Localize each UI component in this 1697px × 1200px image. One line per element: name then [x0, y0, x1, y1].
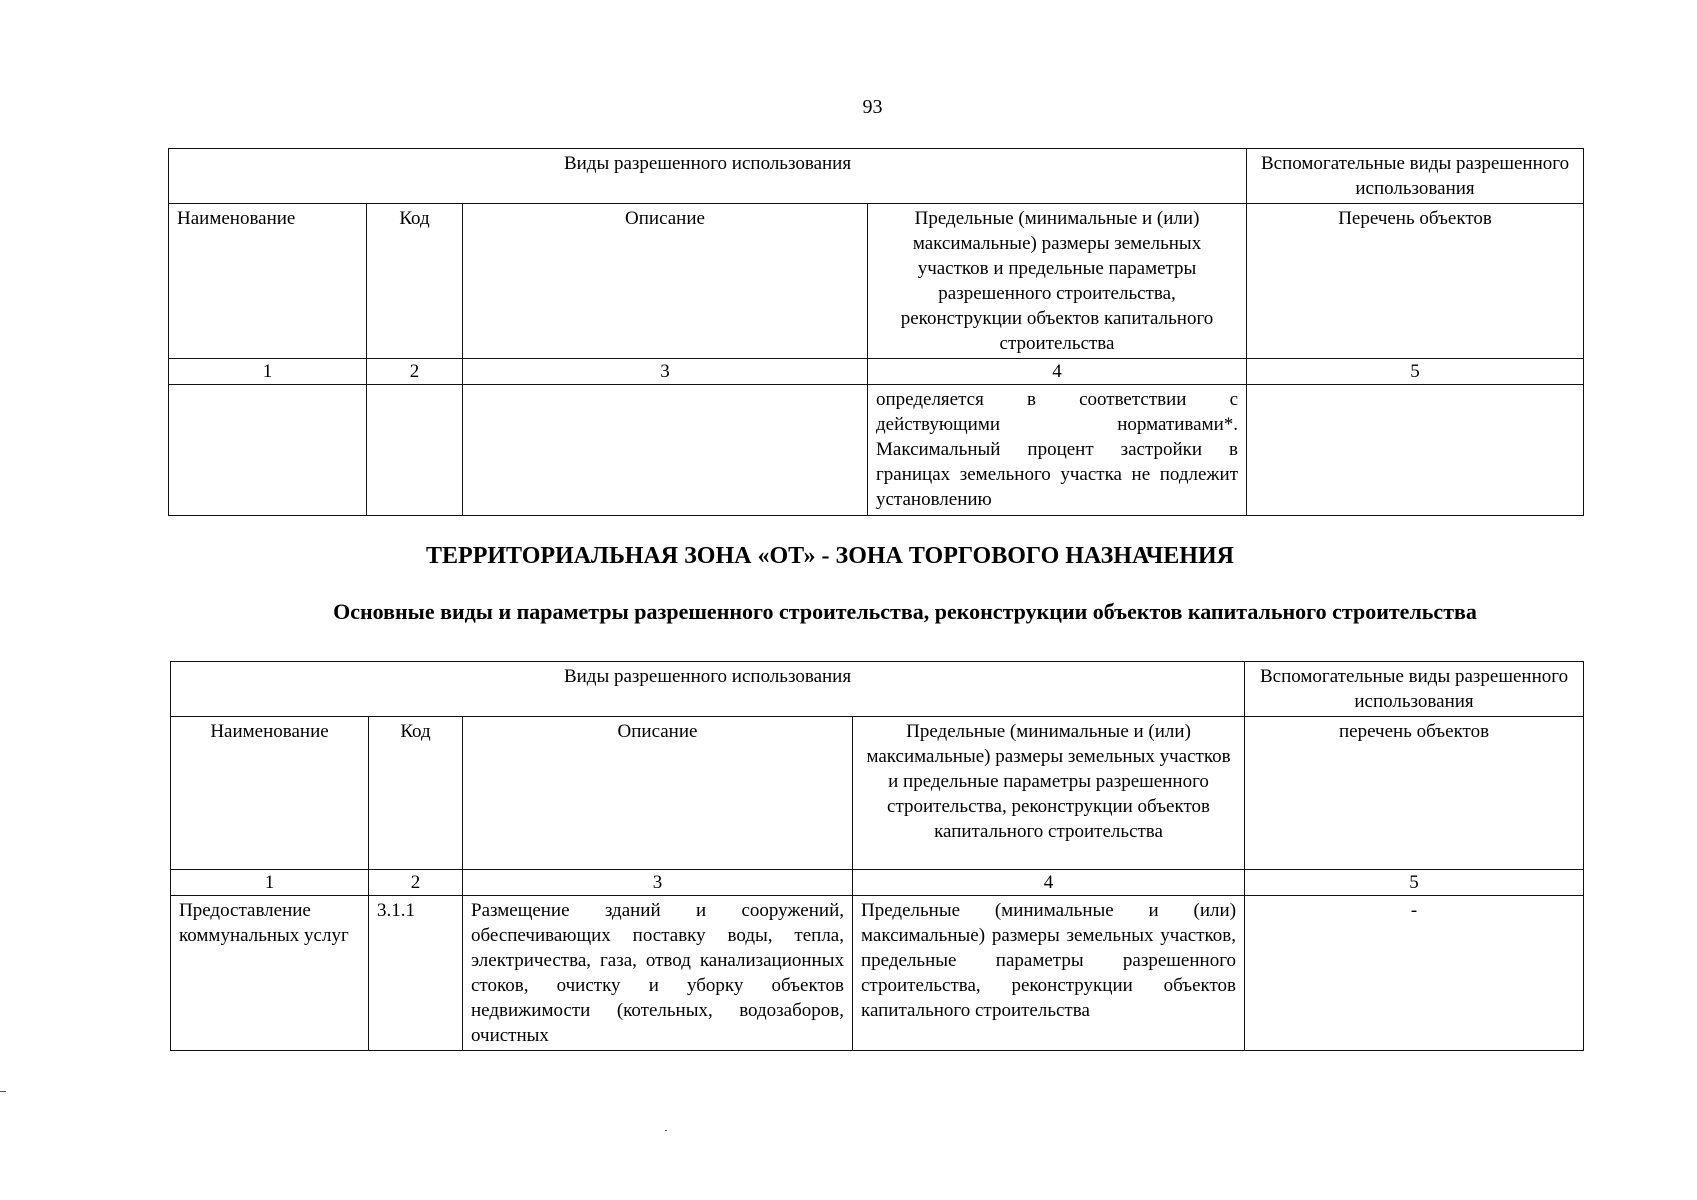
table-header-row	[169, 149, 1584, 204]
column-number-row	[171, 870, 1584, 896]
table-header-row	[171, 662, 1584, 717]
table-row	[169, 385, 1584, 516]
permitted-use-table-continued	[168, 148, 1584, 516]
column-number: 3	[463, 870, 853, 896]
column-number: 1	[169, 359, 367, 385]
row-code-cell	[367, 385, 463, 516]
row-desc-cell: Размещение зданий и сооружений, обеспечивающих поставку воды, тепла, электричества, газа, отвод канализационных стоков, очистку и уборку объектов недвижимости (котельных, водозаборов, очистных	[463, 896, 853, 1051]
scan-artifact	[0, 1091, 6, 1092]
group-header: Виды разрешенного использования	[169, 149, 1247, 204]
page-number: 93	[862, 96, 883, 118]
row-params-cell: Предельные (минимальные и (или) максимальные) размеры земельных участков, предельные параметры разрешенного строительства, реконструкции объектов капитального строительства	[853, 896, 1245, 1051]
col-desc-header: Описание	[463, 204, 868, 359]
row-name-cell: Предоставление коммунальных услуг	[171, 896, 369, 1051]
section-subtitle: Основные виды и параметры разрешенного строительства, реконструкции объектов капитального строительства	[333, 599, 1477, 624]
col-objects-header: перечень объектов	[1245, 717, 1584, 870]
row-objects-cell	[1247, 385, 1584, 516]
col-name-header: Наименование	[171, 717, 369, 870]
column-number: 5	[1245, 870, 1584, 896]
row-name-cell	[169, 385, 367, 516]
zone-title: ТЕРРИТОРИАЛЬНАЯ ЗОНА «ОТ» - ЗОНА ТОРГОВОГО НАЗНАЧЕНИЯ	[426, 543, 1234, 569]
group-header: Виды разрешенного использования	[171, 662, 1245, 717]
column-header-row	[169, 204, 1584, 359]
permitted-use-table	[170, 661, 1584, 1051]
column-number: 4	[868, 359, 1247, 385]
row-params-cell: определяется в соответствии с действующими нормативами*. Максимальный процент застройки в границах земельного участка не подлежит установлению	[868, 385, 1247, 516]
col-params-header: Предельные (минимальные и (или) максимальные) размеры земельных участков и предельные параметры разрешенного строительства, реконструкции объектов капитального строительства	[868, 204, 1247, 359]
column-number: 1	[171, 870, 369, 896]
column-number-row	[169, 359, 1584, 385]
aux-header: Вспомогательные виды разрешенного использования	[1247, 149, 1584, 204]
column-number: 4	[853, 870, 1245, 896]
column-number: 2	[367, 359, 463, 385]
col-params-header: Предельные (минимальные и (или) максимальные) размеры земельных участков и предельные параметры разрешенного строительства, реконструкции объектов капитального строительства	[853, 717, 1245, 870]
col-desc-header: Описание	[463, 717, 853, 870]
row-code-cell: 3.1.1	[369, 896, 463, 1051]
column-number: 3	[463, 359, 868, 385]
column-header-row	[171, 717, 1584, 870]
row-desc-cell	[463, 385, 868, 516]
col-code-header: Код	[369, 717, 463, 870]
column-number: 5	[1247, 359, 1584, 385]
col-code-header: Код	[367, 204, 463, 359]
col-name-header: Наименование	[169, 204, 367, 359]
col-objects-header: Перечень объектов	[1247, 204, 1584, 359]
column-number: 2	[369, 870, 463, 896]
row-objects-cell: -	[1245, 896, 1584, 1051]
aux-header: Вспомогательные виды разрешенного использования	[1245, 662, 1584, 717]
table-row	[171, 896, 1584, 1051]
scan-artifact	[665, 1130, 667, 1131]
